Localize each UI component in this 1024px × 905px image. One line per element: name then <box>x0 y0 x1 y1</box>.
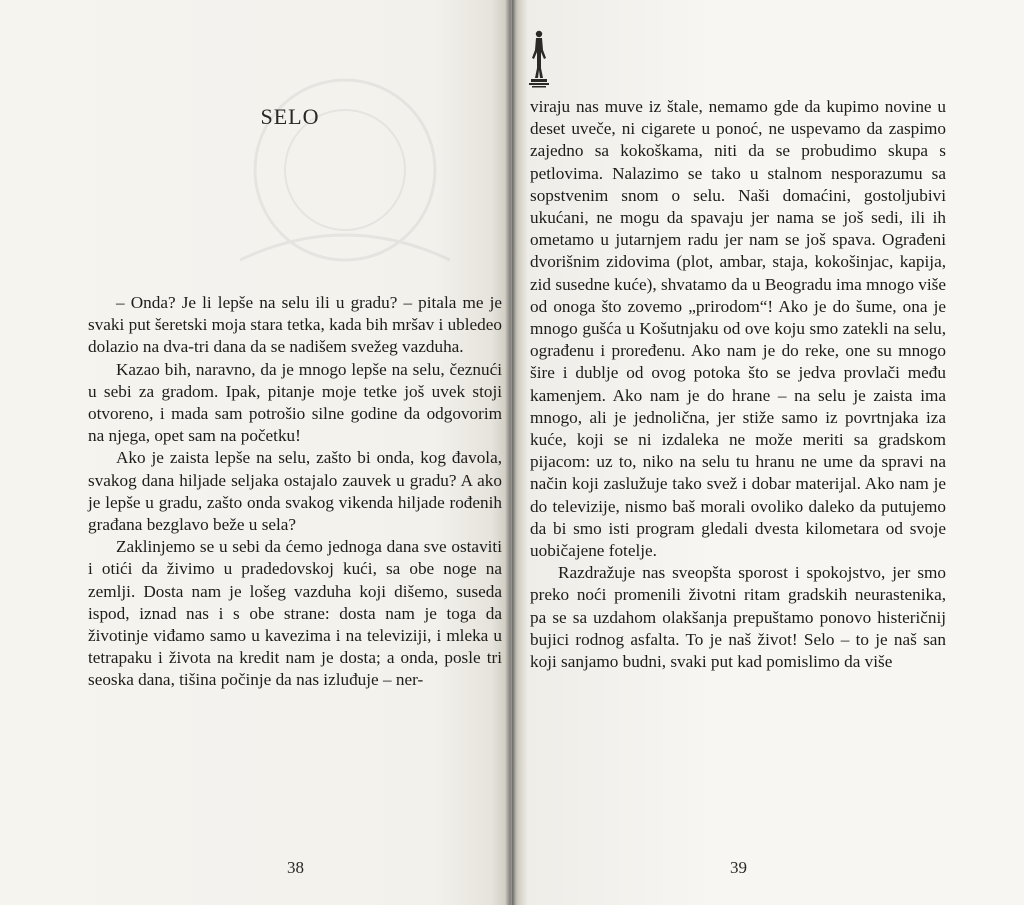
paragraph: viraju nas muve iz štale, nemamo gde da kupimo novine u deset uveče, ni cigarete u ponoć, ne uspevamo da zaspimo zajedno sa kokoškama, niti da se probudimo skupa s petlovima. Nalazimo se tako u stalnom nesporazumu sa sopstvenim snom o selu. Naši domaćini, gostoljubivi ukućani, ne mogu da spavaju jer nama se još sedi, ili ih ometamo u jutarnjem radu jer nam se još spava. Ograđeni dvorišnim zidovima (plot, ambar, staja, kokošinjac, kapija, zid susedne kuće), shvatamo da u Beogradu ima mnogo više od onoga što zovemo „prirodom“! Ako je do šume, ona je mnogo gušća u Košutnjaku od ove koju smo zatekli na selu, ograđenu i proređenu. Ako nam je do reke, one su mnogo šire i dublje od ovog potoka što se jedva provlači među kamenjem. Ako nam je do hrane – na selu je zaista ima mnogo, ali je jednolična, jer stiže samo iz povrtnjaka iza kuće, koji se ni izdaleka ne može meriti sa gradskom pijacom: uz to, niko na selu tu hranu ne ume da spravi na način koji zaslužuje tako svež i dobar materijal. Ako nam je do televizije, nismo baš morali ovoliko daleko da putujemo da bi smo isti program gledali dvesta kilometara od svoje uobičajene fotelje. <box>530 97 946 561</box>
left-page-body <box>88 292 502 692</box>
paragraph: Zaklinjemo se u sebi da ćemo jednoga dana sve ostaviti i otići da živimo u pradedovskoj kući, sa obe noge na zemlji. Dosta nam je lošeg vazduha koji dišemo, suseda ispod, iznad nas i s obe strane: dosta nam je toga da životinje viđamo samo u kavezima i na televiziji, i mleka u tetrapaku i života na kredit nam je dosta; a onda, posle tri seoska dana, tišina počinje da nas izluđuje – ner- <box>88 537 502 690</box>
faint-background-illustration <box>200 60 490 300</box>
paragraph: Razdražuje nas sveopšta sporost i spokojstvo, jer smo preko noći promenili životni ritam gradskih neurastenika, pa se sa uzdahom olakšanja prepuštamo ponovo histeričnij bujici rodnog asfalta. To je naš život! Selo – to je naš san koji sanjamo budni, svaki put kad pomislimo da više <box>530 563 946 672</box>
page-number-left: 38 <box>287 858 304 877</box>
paragraph: Ako je zaista lepše na selu, zašto bi onda, kog đavola, svakog dana hiljade seljaka ostajalo zauvek u gradu? A ako je lepše u gradu, zašto onda svakog vikenda hiljade rođenih građana bezglavo beže u sela? <box>88 448 502 535</box>
chapter-title: SELO <box>260 104 320 129</box>
page-number-right: 39 <box>730 858 747 877</box>
book-gutter <box>505 0 515 905</box>
right-page-body <box>530 96 946 673</box>
statue-figurine-icon <box>528 28 550 88</box>
paragraph: Kazao bih, naravno, da je mnogo lepše na selu, čeznući u sebi za gradom. Ipak, pitanje moje tetke još uvek stoji otvoreno, i mada sam potrošio silne godine da odgovorim na njega, opet sam na početku! <box>88 359 502 446</box>
paragraph: – Onda? Je li lepše na selu ili u gradu? – pitala me je svaki put šeretski moja stara tetka, kada bih mršav i ubledeo dolazio na dva-tri dana da se nadišem svežeg vazduha. <box>88 293 502 357</box>
